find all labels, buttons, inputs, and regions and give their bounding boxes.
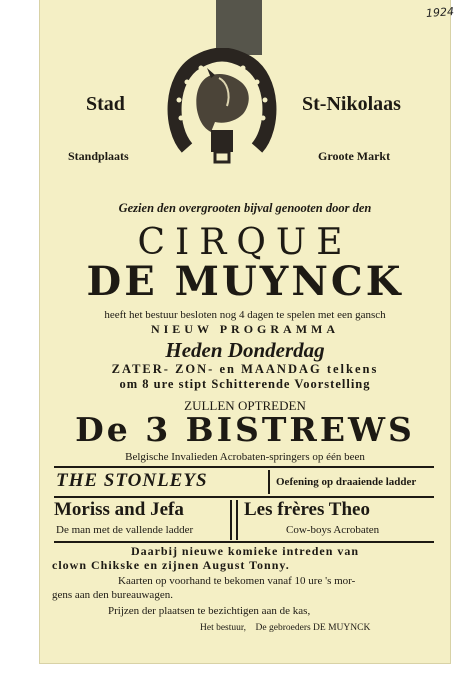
poster-sheet: [40, 0, 455, 663]
horseshoe-horse-logo: [167, 48, 277, 166]
tape-strip: [216, 0, 262, 55]
prices-line: Prijzen der plaatsen te bezichtigen aan de kas,: [108, 605, 311, 617]
handwritten-year: 1924: [425, 5, 455, 20]
act-theo-desc: Cow-boys Acrobaten: [286, 524, 380, 536]
act-stonleys: THE STONLEYS: [56, 470, 208, 491]
nieuw-programma: NIEUW PROGRAMMA: [150, 322, 340, 336]
header-city: St-Nikolaas: [302, 93, 401, 115]
divider-vertical-2b: [236, 500, 238, 540]
header-stad: Stad: [86, 93, 125, 115]
divider-middle: [54, 496, 434, 498]
title-de-muynck: DE MUYNCK: [86, 258, 404, 305]
act-bistrews: De 3 BISTREWS: [75, 410, 415, 449]
act-bistrews-desc: Belgische Invalieden Acrobaten-springers op één been: [125, 451, 365, 463]
extra-line-2: clown Chikske en zijnen August Tonny.: [52, 558, 290, 572]
divider-vertical-1: [268, 470, 270, 494]
title-cirque: CIRQUE: [137, 222, 353, 263]
act-freres-theo: Les frères Theo: [244, 499, 370, 520]
header-standplaats: Standplaats: [68, 149, 129, 163]
divider-top: [54, 466, 434, 468]
heden-donderdag: Heden Donderdag: [165, 338, 325, 362]
intro-line: Gezien den overgrooten bijval genooten door den: [118, 201, 372, 215]
signature-line: Het bestuur, De gebroeders DE MUYNCK: [200, 623, 371, 633]
divider-bottom: [54, 541, 434, 543]
tickets-line-1: Kaarten op voorhand te bekomen vanaf 10 ure 's mor-: [118, 575, 356, 587]
act-moriss-desc: De man met de vallende ladder: [56, 524, 194, 536]
days-line: ZATER- ZON- en MAANDAG telkens: [111, 362, 379, 376]
divider-vertical-2a: [230, 500, 232, 540]
extra-line-1: Daarbij nieuwe komieke intreden van: [130, 544, 360, 558]
tickets-line-2: gens aan den bureauwagen.: [52, 589, 173, 601]
act-stonleys-desc: Oefening op draaiende ladder: [276, 476, 417, 488]
time-line: om 8 ure stipt Schitterende Voorstelling: [119, 377, 371, 391]
decided-line: heeft het bestuur besloten nog 4 dagen te spelen met een gansch: [104, 309, 386, 321]
header-location: Groote Markt: [318, 149, 391, 163]
zullen-optreden: ZULLEN OPTREDEN: [184, 398, 306, 413]
act-moriss-jefa: Moriss and Jefa: [54, 499, 184, 520]
